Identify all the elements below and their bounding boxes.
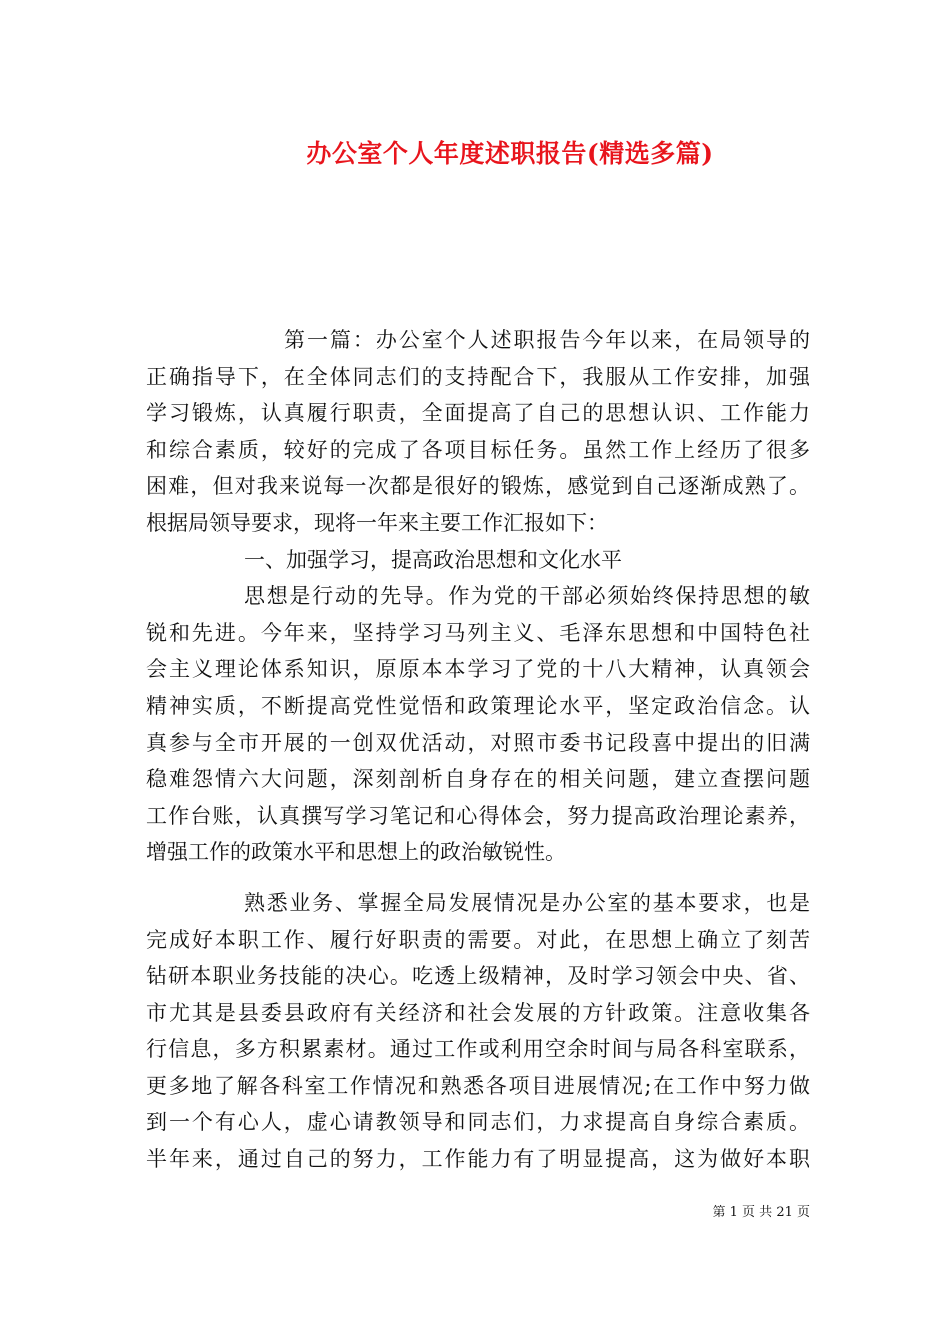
paragraph-4-line-2: 完成好本职工作、履行好职责的需要。对此，在思想上确立了刻苦 [146,927,810,952]
paragraph-1-line-3: 学习锻炼，认真履行职责，全面提高了自己的思想认识、工作能力 [146,401,810,426]
paragraph-3-line-4: 精神实质，不断提高党性觉悟和政策理论水平，坚定政治信念。认 [146,693,810,718]
paragraph-4-line-6: 更多地了解各科室工作情况和熟悉各项目进展情况;在工作中努力做 [146,1073,810,1098]
paragraph-3-line-2: 锐和先进。今年来，坚持学习马列主义、毛泽东思想和中国特色社 [146,620,810,645]
paragraph-3-line-1: 思想是行动的先导。作为党的干部必须始终保持思想的敏 [244,584,810,609]
section-heading-1: 一、加强学习，提高政治思想和文化水平 [244,547,622,572]
paragraph-3-line-6: 稳难怨情六大问题，深刻剖析自身存在的相关问题，建立查摆问题 [146,767,810,792]
paragraph-4-line-7: 到一个有心人，虚心请教领导和同志们，力求提高自身综合素质。 [146,1110,810,1135]
paragraph-3-line-7: 工作台账，认真撰写学习笔记和心得体会，努力提高政治理论素养， [146,803,810,828]
paragraph-gap [146,871,810,885]
paragraph-3-line-5: 真参与全市开展的一创双优活动，对照市委书记段喜中提出的旧满 [146,730,810,755]
paragraph-1-line-5: 困难，但对我来说每一次都是很好的锻炼，感觉到自己逐渐成熟了。 [146,474,810,499]
paragraph-4-line-5: 行信息，多方积累素材。通过工作或利用空余时间与局各科室联系， [146,1037,810,1062]
paragraph-3-line-8: 增强工作的政策水平和思想上的政治敏锐性。 [146,840,566,865]
paragraph-3-line-3: 会主义理论体系知识，原原本本学习了党的十八大精神，认真领会 [146,657,810,682]
document-title: 办公室个人年度述职报告(精选多篇) [306,139,714,168]
paragraph-1-line-1: 第一篇：办公室个人述职报告今年以来，在局领导的 [284,328,810,352]
paragraph-1-line-2: 正确指导下，在全体同志们的支持配合下，我服从工作安排，加强 [146,364,810,389]
paragraph-4-line-1: 熟悉业务、掌握全局发展情况是办公室的基本要求，也是 [244,890,810,915]
paragraph-4-line-8: 半年来，通过自己的努力，工作能力有了明显提高，这为做好本职 [146,1147,810,1172]
paragraph-4-line-3: 钻研本职业务技能的决心。吃透上级精神，及时学习领会中央、省、 [146,964,810,989]
paragraph-1-line-6: 根据局领导要求，现将一年来主要工作汇报如下： [146,510,608,535]
document-body [146,322,810,1178]
paragraph-1-line-4: 和综合素质，较好的完成了各项目标任务。虽然工作上经历了很多 [146,437,810,462]
page-number-footer: 第 1 页 共 21 页 [712,1205,810,1220]
paragraph-4-line-4: 市尤其是县委县政府有关经济和社会发展的方针政策。注意收集各 [146,1000,810,1025]
